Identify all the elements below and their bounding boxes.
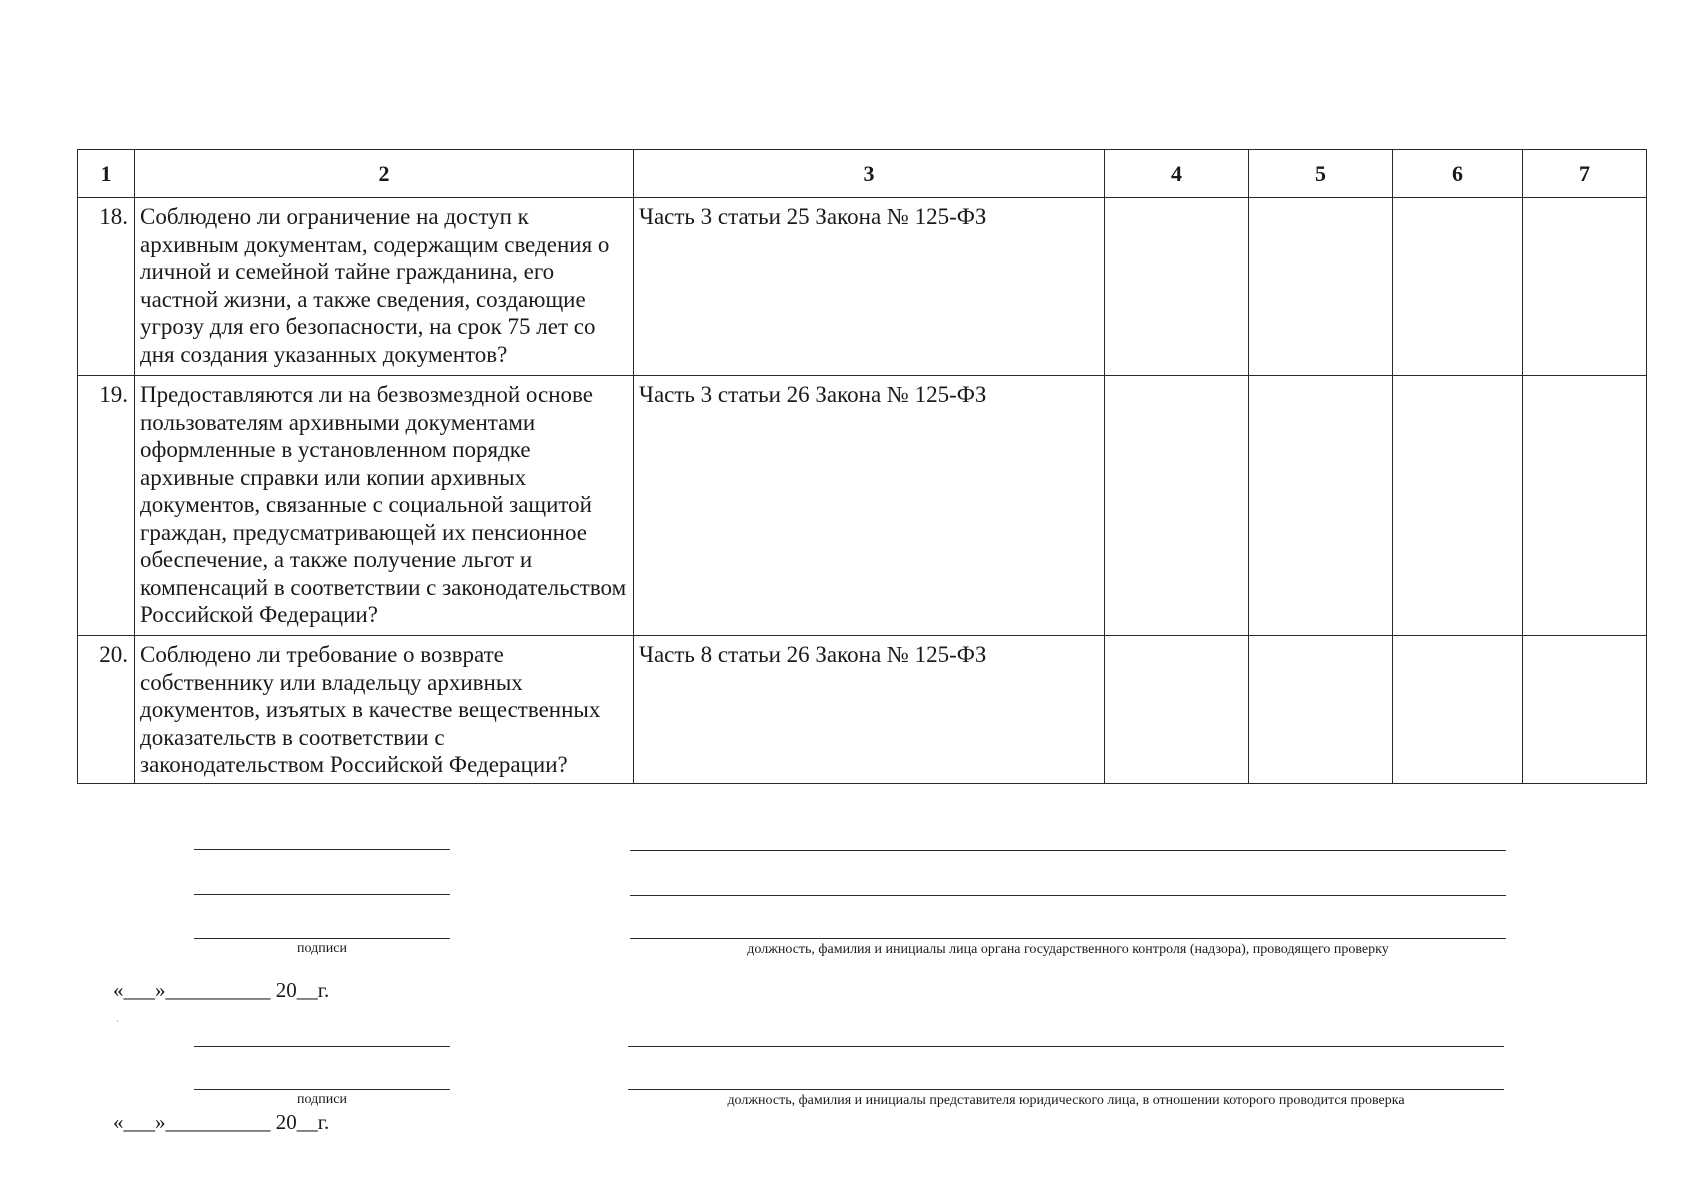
- column-header-3: 3: [634, 150, 1105, 198]
- column-header-4: 4: [1105, 150, 1249, 198]
- answer-cell-5[interactable]: [1249, 198, 1393, 376]
- answer-cell-5[interactable]: [1249, 376, 1393, 636]
- row-number: 19.: [78, 376, 135, 636]
- checklist-table: [77, 149, 1647, 784]
- position-line[interactable]: [628, 1089, 1504, 1090]
- answer-cell-7[interactable]: [1523, 198, 1647, 376]
- answer-cell-6[interactable]: [1393, 198, 1523, 376]
- law-reference-cell: Часть 3 статьи 25 Закона № 125-ФЗ: [634, 198, 1105, 376]
- column-header-1: 1: [78, 150, 135, 198]
- position-line[interactable]: [630, 938, 1506, 939]
- answer-cell-4[interactable]: [1105, 198, 1249, 376]
- row-number: 18.: [78, 198, 135, 376]
- position-line[interactable]: [630, 850, 1506, 851]
- position-line[interactable]: [630, 895, 1506, 896]
- header-row: [78, 150, 1647, 198]
- row-number: 20.: [78, 636, 135, 784]
- position-caption: должность, фамилия и инициалы представителя юридического лица, в отношении которого проводится проверка: [727, 1093, 1405, 1108]
- law-reference-cell: Часть 3 статьи 26 Закона № 125-ФЗ: [634, 376, 1105, 636]
- answer-cell-4[interactable]: [1105, 376, 1249, 636]
- answer-cell-4[interactable]: [1105, 636, 1249, 784]
- answer-cell-5[interactable]: [1249, 636, 1393, 784]
- signature-line[interactable]: [194, 938, 450, 939]
- question-cell: Предоставляются ли на безвозмездной основе пользователям архивными документами оформленные в установленном порядке архивные справки или копии архивных документов, связанные с социальной защитой граждан, предусматривающей их пенсионное обеспечение, а также получение льгот и компенсаций в соответствии с законодательством Российской Федерации?: [135, 376, 634, 636]
- answer-cell-6[interactable]: [1393, 636, 1523, 784]
- signatures-caption: подписи: [297, 941, 347, 956]
- signatures-caption: подписи: [297, 1092, 347, 1107]
- position-line[interactable]: [628, 1046, 1504, 1047]
- answer-cell-7[interactable]: [1523, 636, 1647, 784]
- scan-speck: ˋ: [116, 1020, 120, 1031]
- question-cell: Соблюдено ли ограничение на доступ к архивным документам, содержащим сведения о личной и семейной тайне гражданина, его частной жизни, а также сведения, создающие угрозу для его безопасности, на срок 75 лет со дня создания указанных документов?: [135, 198, 634, 376]
- column-header-5: 5: [1249, 150, 1393, 198]
- column-header-6: 6: [1393, 150, 1523, 198]
- table-row: [78, 376, 1647, 636]
- column-header-2: 2: [135, 150, 634, 198]
- table-row: [78, 636, 1647, 784]
- signature-line[interactable]: [194, 1089, 450, 1090]
- law-reference-cell: Часть 8 статьи 26 Закона № 125-ФЗ: [634, 636, 1105, 784]
- column-header-7: 7: [1523, 150, 1647, 198]
- table-row: [78, 198, 1647, 376]
- signature-line[interactable]: [194, 1046, 450, 1047]
- answer-cell-6[interactable]: [1393, 376, 1523, 636]
- signature-line[interactable]: [194, 894, 450, 895]
- answer-cell-7[interactable]: [1523, 376, 1647, 636]
- date-field[interactable]: «___»__________ 20__г.: [113, 1110, 330, 1134]
- date-field[interactable]: «___»__________ 20__г.: [113, 978, 330, 1002]
- question-cell: Соблюдено ли требование о возврате собственнику или владельцу архивных документов, изъятых в качестве вещественных доказательств в соответствии с законодательством Российской Федерации?: [135, 636, 634, 784]
- signature-line[interactable]: [194, 849, 450, 850]
- position-caption: должность, фамилия и инициалы лица органа государственного контроля (надзора), проводящего проверку: [747, 942, 1389, 957]
